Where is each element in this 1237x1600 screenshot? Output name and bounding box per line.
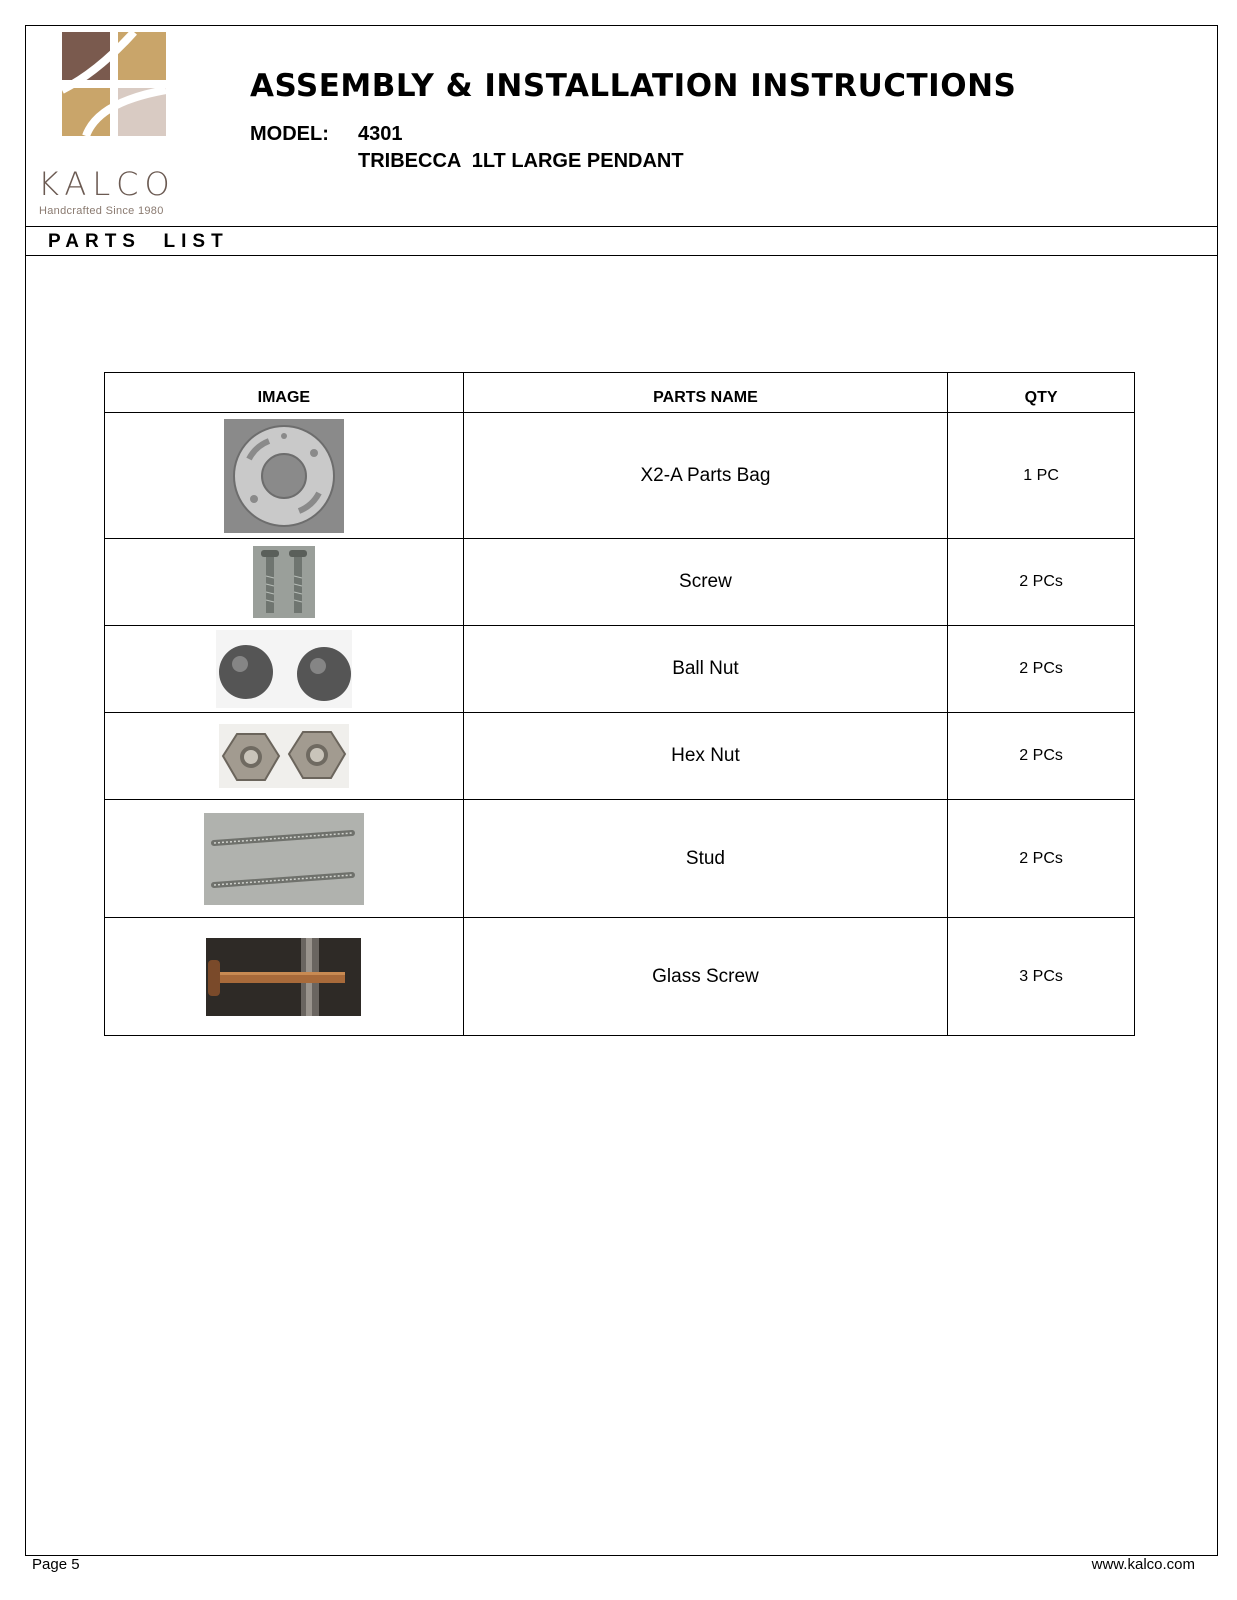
page-number: Page 5: [32, 1556, 80, 1573]
part-qty: 2 PCs: [948, 626, 1135, 713]
parts-table: [104, 372, 1135, 1036]
part-name: Hex Nut: [463, 713, 947, 800]
part-image-cell: [105, 539, 464, 626]
page-title: ASSEMBLY & INSTALLATION INSTRUCTIONS: [250, 68, 1017, 104]
column-header-name: PARTS NAME: [463, 373, 947, 413]
brand-tagline: Handcrafted Since 1980: [39, 205, 164, 217]
model-label: MODEL:: [250, 123, 329, 145]
website-link[interactable]: www.kalco.com: [1091, 1556, 1195, 1573]
section-title: PARTS LIST: [48, 231, 229, 252]
stud-icon: [204, 813, 364, 905]
part-qty: 2 PCs: [948, 713, 1135, 800]
table-row: [105, 626, 1135, 713]
table-row: [105, 539, 1135, 626]
part-image-cell: [105, 626, 464, 713]
model-number: 4301: [358, 123, 403, 145]
ball-nut-icon: [216, 630, 352, 708]
model-name: TRIBECCA 1LT LARGE PENDANT: [358, 150, 684, 172]
table-row: [105, 800, 1135, 918]
part-name: Stud: [463, 800, 947, 918]
divider: [25, 255, 1218, 256]
part-image-cell: [105, 918, 464, 1036]
table-row: [105, 918, 1135, 1036]
brand-name: KALCO: [38, 165, 176, 203]
table-row: [105, 413, 1135, 539]
part-name: Ball Nut: [463, 626, 947, 713]
part-qty: 2 PCs: [948, 800, 1135, 918]
part-image-cell: [105, 413, 464, 539]
column-header-image: IMAGE: [105, 373, 464, 413]
column-header-qty: QTY: [948, 373, 1135, 413]
part-image-cell: [105, 713, 464, 800]
part-qty: 1 PC: [948, 413, 1135, 539]
part-qty: 2 PCs: [948, 539, 1135, 626]
part-name: X2-A Parts Bag: [463, 413, 947, 539]
part-name: Glass Screw: [463, 918, 947, 1036]
part-qty: 3 PCs: [948, 918, 1135, 1036]
table-row: [105, 713, 1135, 800]
mounting-plate-icon: [224, 419, 344, 533]
screw-icon: [253, 546, 315, 618]
table-header-row: [105, 373, 1135, 413]
glass-screw-icon: [206, 938, 361, 1016]
part-image-cell: [105, 800, 464, 918]
divider: [25, 226, 1218, 227]
part-name: Screw: [463, 539, 947, 626]
hex-nut-icon: [219, 724, 349, 788]
